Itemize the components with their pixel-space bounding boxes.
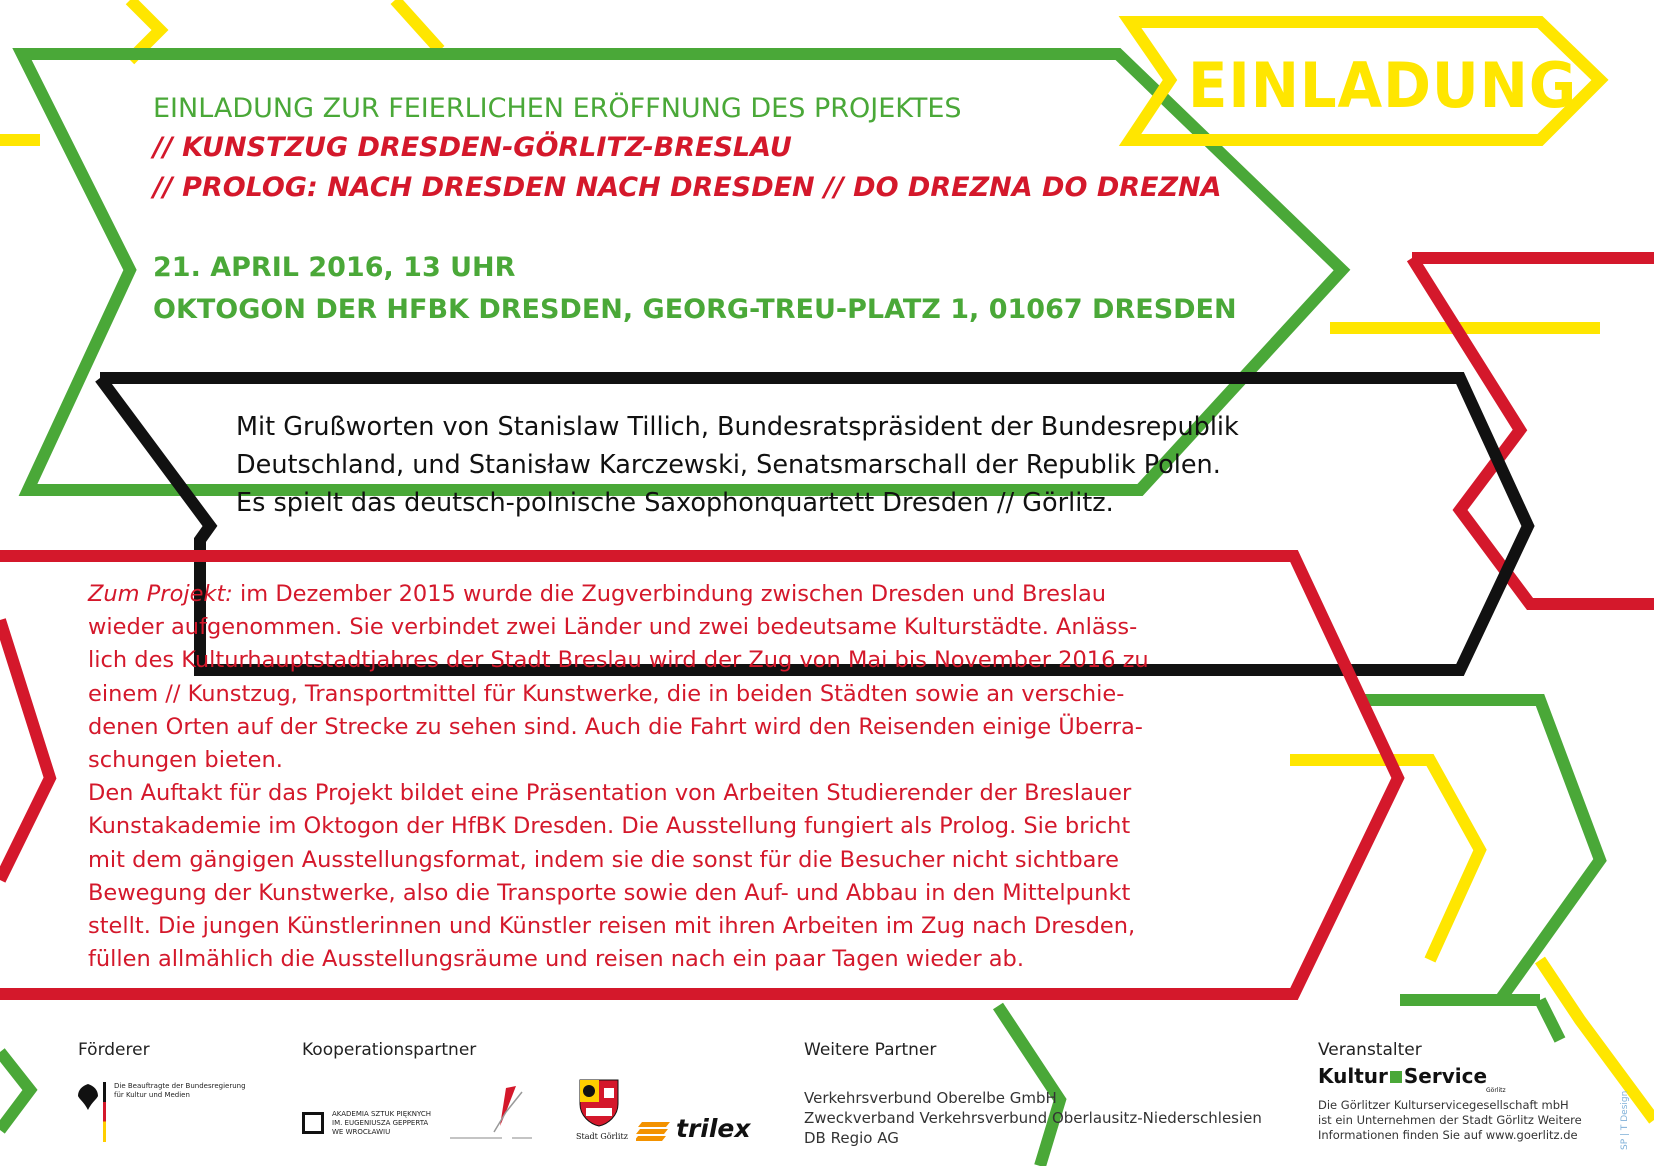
bkm-logo <box>76 1082 276 1144</box>
project-line: stellt. Die jungen Künstlerinnen und Künstler reisen mit ihren Arbeiten im Zug nach Dresden, <box>88 913 1136 940</box>
veranstalter-info <box>1318 1098 1582 1143</box>
greeting-line: Es spielt das deutsch-polnische Saxophonquartett Dresden // Görlitz. <box>236 488 1114 518</box>
design-credit: SP | T Design <box>1620 1090 1630 1150</box>
logo-sub: Görlitz <box>1486 1087 1506 1094</box>
partner-item: Zweckverband Verkehrsverbund Oberlausitz-Niederschlesien <box>804 1109 1262 1127</box>
event-venue: OKTOGON DER HFBK DRESDEN, GEORG-TREU-PLATZ 1, 01067 DRESDEN <box>153 294 1237 325</box>
weitere-partner-label: Weitere Partner <box>804 1040 937 1060</box>
logo-service: Service <box>1403 1064 1488 1088</box>
project-line: füllen allmählich die Ausstellungsräume und reisen nach ein paar Tagen wieder ab. <box>88 946 1024 973</box>
trilex-stripes-icon <box>636 1120 672 1144</box>
bkm-text-1: Die Beauftragte der Bundesregierung <box>114 1082 246 1090</box>
veranstalter-line: ist ein Unternehmen der Stadt Görlitz Weitere <box>1318 1113 1582 1127</box>
project-line: einem // Kunstzug, Transportmittel für Kunstwerke, die in beiden Städten sowie an verschie- <box>88 680 1125 707</box>
yellow-stripe-top <box>395 0 440 50</box>
project-title: // KUNSTZUG DRESDEN-GÖRLITZ-BRESLAU <box>153 132 792 163</box>
project-intro-label: Zum Projekt: <box>88 581 233 607</box>
veranstalter-label: Veranstalter <box>1318 1040 1422 1060</box>
greeting-line: Deutschland, und Stanisław Karczewski, Senatsmarschall der Republik Polen. <box>236 450 1221 480</box>
project-line: Kunstakademie im Oktogon der HfBK Dresden. Die Ausstellung fungiert als Prolog. Sie bricht <box>88 813 1131 840</box>
kooperation-label: Kooperationspartner <box>302 1040 477 1060</box>
academy-icon <box>302 1112 324 1134</box>
event-date: 21. APRIL 2016, 13 UHR <box>153 252 516 283</box>
goerlitz-label: Stadt Görlitz <box>576 1132 628 1141</box>
invitation-title: EINLADUNG ZUR FEIERLICHEN ERÖFFNUNG DES PROJEKTES <box>153 93 962 124</box>
project-description <box>88 578 1328 976</box>
project-line: wieder aufgenommen. Sie verbindet zwei Länder und zwei bedeutsame Kulturstädte. Anläss- <box>88 614 1138 641</box>
green-stripe-bottom-left <box>0 1052 30 1130</box>
project-intro-rest: im Dezember 2015 wurde die Zugverbindung zwischen Dresden und Breslau <box>232 581 1106 607</box>
project-line: denen Orten auf der Strecke zu sehen sind. Auch die Fahrt wird den Reisenden einige Überra- <box>88 713 1143 740</box>
project-line: schungen bieten. <box>88 747 283 774</box>
eagle-icon <box>76 1082 100 1112</box>
academy-logo <box>302 1110 442 1150</box>
academy-text-3: WE WROCŁAWIU <box>332 1128 391 1136</box>
prolog-title: // PROLOG: NACH DRESDEN NACH DRESDEN // DO DREZNA DO DREZNA <box>153 172 1222 203</box>
project-line: Den Auftakt für das Projekt bildet eine Präsentation von Arbeiten Studierender der Breslauer <box>88 780 1132 807</box>
red-arrow-left-notch <box>0 620 50 880</box>
veranstalter-line: Die Görlitzer Kulturservicegesellschaft mbH <box>1318 1098 1569 1112</box>
green-stripe-bottom-right <box>1540 1000 1560 1040</box>
partner-list <box>804 1088 1262 1148</box>
logo-square-icon <box>1390 1071 1402 1083</box>
trilex-wordmark: trilex <box>676 1114 751 1143</box>
partner-item: DB Regio AG <box>804 1129 899 1147</box>
veranstalter-line: Informationen finden Sie auf www.goerlitz.de <box>1318 1128 1578 1142</box>
greeting-text <box>236 408 1476 522</box>
partner-item: Verkehrsverbund Oberelbe GmbH <box>804 1089 1057 1107</box>
bkm-text-2: für Kultur und Medien <box>114 1091 190 1099</box>
project-line: mit dem gängigen Ausstellungsformat, indem sie die sonst für die Besucher nicht sichtbare <box>88 846 1120 873</box>
academy-text-1: AKADEMIA SZTUK PIĘKNYCH <box>332 1110 432 1118</box>
logo-kultur: Kultur <box>1318 1064 1388 1088</box>
einladung-badge: EINLADUNG <box>1188 49 1578 122</box>
flag-bar <box>103 1082 106 1142</box>
greeting-line: Mit Grußworten von Stanislaw Tillich, Bundesratspräsident der Bundesrepublik <box>236 412 1239 442</box>
academy-text-2: IM. EUGENIUSZA GEPPERTA <box>332 1119 429 1127</box>
goerlitz-coat-of-arms-icon <box>576 1078 622 1128</box>
foerderer-label: Förderer <box>78 1040 150 1060</box>
project-line: Bewegung der Kunstwerke, also die Transporte sowie den Auf- und Abbau in den Mittelpunkt <box>88 879 1131 906</box>
project-line <box>88 578 1328 611</box>
ministry-logo <box>446 1082 556 1142</box>
project-line: lich des Kulturhauptstadtjahres der Stadt Breslau wird der Zug von Mai bis November 2016 zu <box>88 647 1149 674</box>
kulturservice-logo <box>1318 1064 1518 1094</box>
